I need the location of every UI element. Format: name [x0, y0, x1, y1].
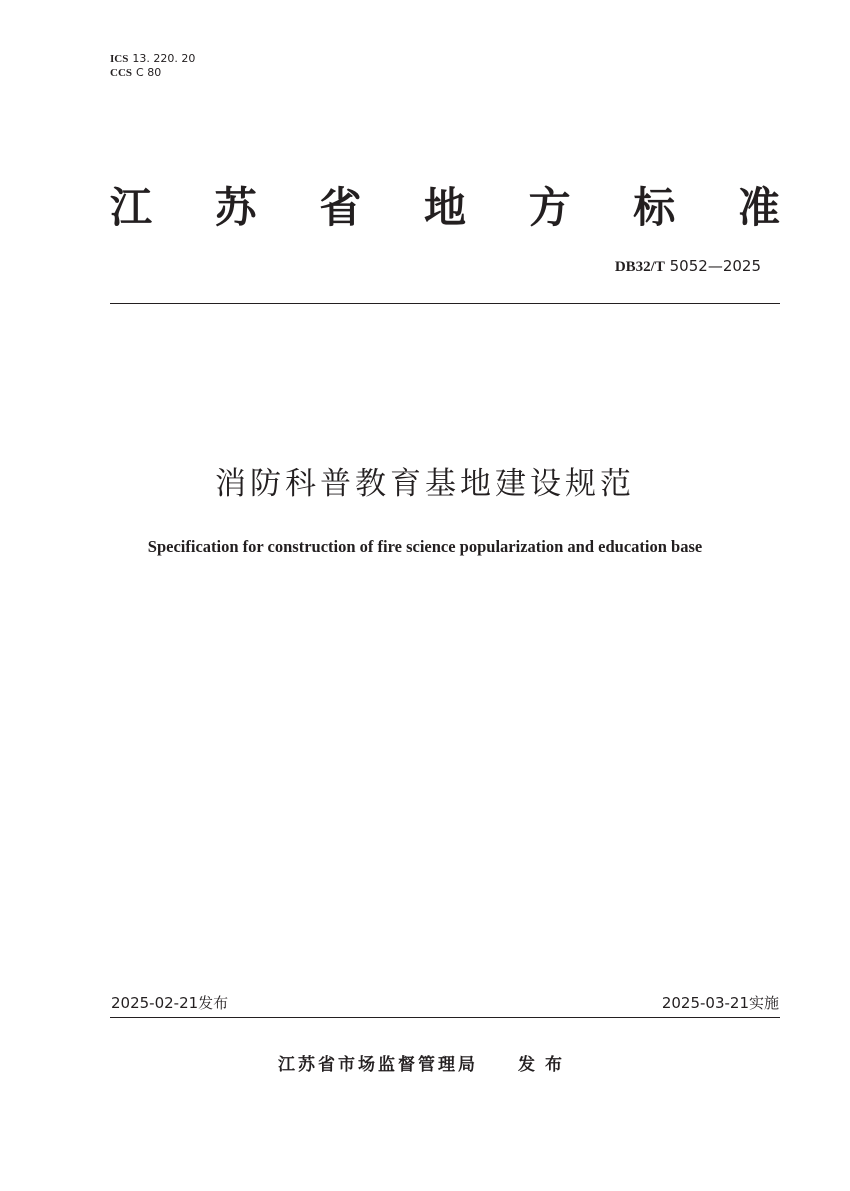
ccs-code: [110, 66, 195, 80]
ccs-label: CCS: [110, 67, 133, 79]
standard-type-char: 省: [319, 183, 362, 232]
standard-type-char: 地: [423, 183, 466, 232]
bottom-divider: [110, 1017, 780, 1018]
ics-label: ICS: [110, 53, 129, 65]
ics-value: 13. 220. 20: [132, 52, 196, 65]
title-english: Specification for construction of fire science popularization and education base: [147, 537, 703, 556]
issuing-authority: [0, 1053, 850, 1077]
title-chinese: 消防科普教育基地建设规范: [215, 466, 635, 502]
ccs-value: C 80: [136, 66, 162, 79]
classification-codes: [110, 52, 195, 80]
standard-number-prefix: DB32/T: [614, 259, 665, 275]
top-divider: [110, 303, 780, 304]
standard-number-value: 5052—2025: [669, 257, 761, 275]
issuer-organization: 江苏省市场监督管理局: [278, 1055, 478, 1075]
standard-type-char: 方: [528, 183, 571, 232]
standard-type-char: 标: [633, 183, 676, 232]
implementation-date: 2025-03-21实施: [661, 994, 779, 1012]
ics-code: [110, 52, 195, 66]
standard-type-heading: [110, 178, 780, 238]
standard-type-char: 苏: [214, 183, 257, 232]
standard-type-char: 江: [110, 183, 153, 232]
issuer-action: 发布: [518, 1055, 572, 1075]
standard-number: [615, 257, 761, 276]
issue-date: 2025-02-21发布: [111, 994, 229, 1012]
standard-type-char: 准: [737, 183, 780, 232]
